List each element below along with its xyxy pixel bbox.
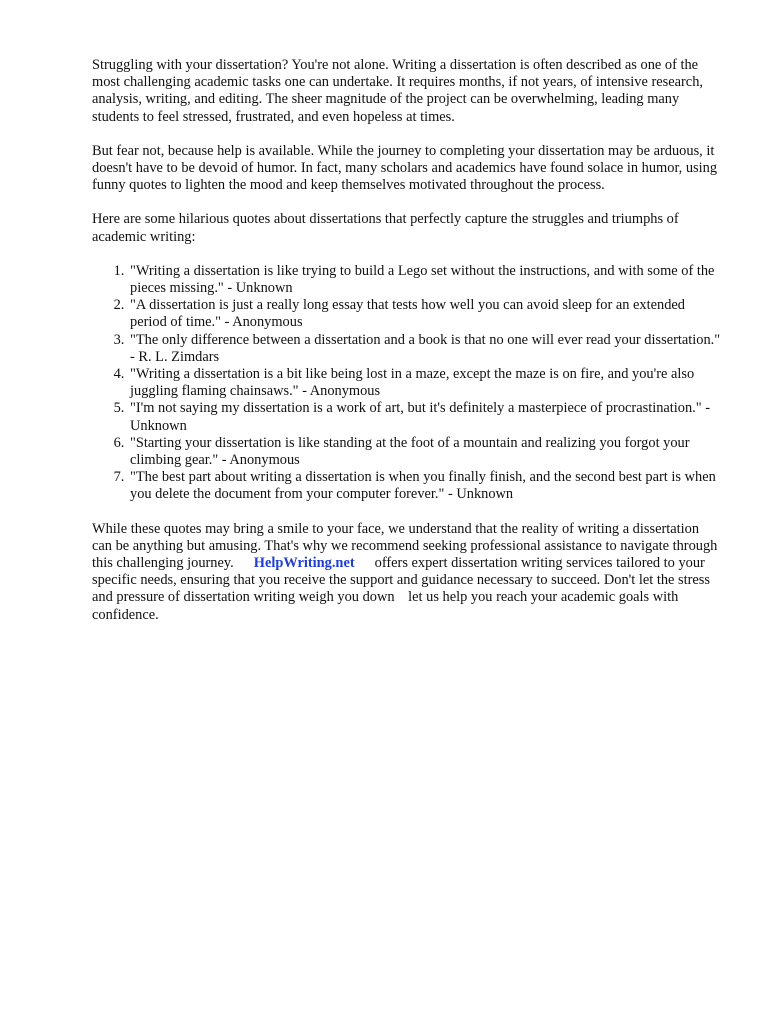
document-body [92, 57, 722, 641]
closing-text-before-link: While these quotes may bring a smile to your face, we understand that the reality of writing a dissertation can be anything but amusing. That's why we recommend seeking professional assistance to navigate through this challenging journey. [92, 520, 718, 572]
hope-paragraph: But fear not, because help is available. While the journey to completing your dissertation may be arduous, it doesn't have to be devoid of humor. In fact, many scholars and academics have found solace in humor, using funny quotes to lighten the mood and keep themselves motivated throughout the process. [92, 142, 718, 194]
list-item: 5. "I'm not saying my dissertation is a work of art, but it's definitely a masterpiece of procrastination." - Unknown [128, 400, 722, 434]
list-item: 4. "Writing a dissertation is a bit like being lost in a maze, except the maze is on fire, and you're also juggling flaming chainsaws." - Anonymous [128, 366, 722, 400]
lead-in-paragraph: Here are some hilarious quotes about dissertations that perfectly capture the struggles and triumphs of academic writing: [92, 211, 679, 245]
list-item: 3. "The only difference between a dissertation and a book is that no one will ever read your dissertation." - R. L. Zimdars [128, 332, 722, 366]
quotes-list [92, 263, 722, 504]
list-item: 1. "Writing a dissertation is like trying to build a Lego set without the instructions, and with some of the pieces missing." - Unknown [128, 263, 722, 297]
closing-paragraph [92, 521, 722, 624]
intro-paragraph: Struggling with your dissertation? You're not alone. Writing a dissertation is often described as one of the most challenging academic tasks one can undertake. It requires months, if not years, of intensive research, analysis, writing, and editing. The sheer magnitude of the project can be overwhelming, leading many students to feel stressed, frustrated, and even hopeless at times. [92, 57, 703, 125]
closing-text-after-link: offers expert dissertation writing services tailored to your specific needs, ensuring that you receive the support and guidance necessary to succeed. Don't let the stress and pressure of dissertation writing weigh you down [92, 555, 710, 606]
list-item: 6. "Starting your dissertation is like standing at the foot of a mountain and realizing you forgot your climbing gear." - Anonymous [128, 435, 722, 469]
list-item: 2. "A dissertation is just a really long essay that tests how well you can avoid sleep for an extended period of time." - Anonymous [128, 297, 722, 331]
list-item: 7. "The best part about writing a dissertation is when you finally finish, and the second best part is when you delete the document from your computer forever." - Unknown [128, 469, 722, 503]
helpwriting-link[interactable]: HelpWriting.net [253, 555, 355, 572]
closing-text-end: let us help you reach your academic goals with confidence. [92, 589, 679, 623]
